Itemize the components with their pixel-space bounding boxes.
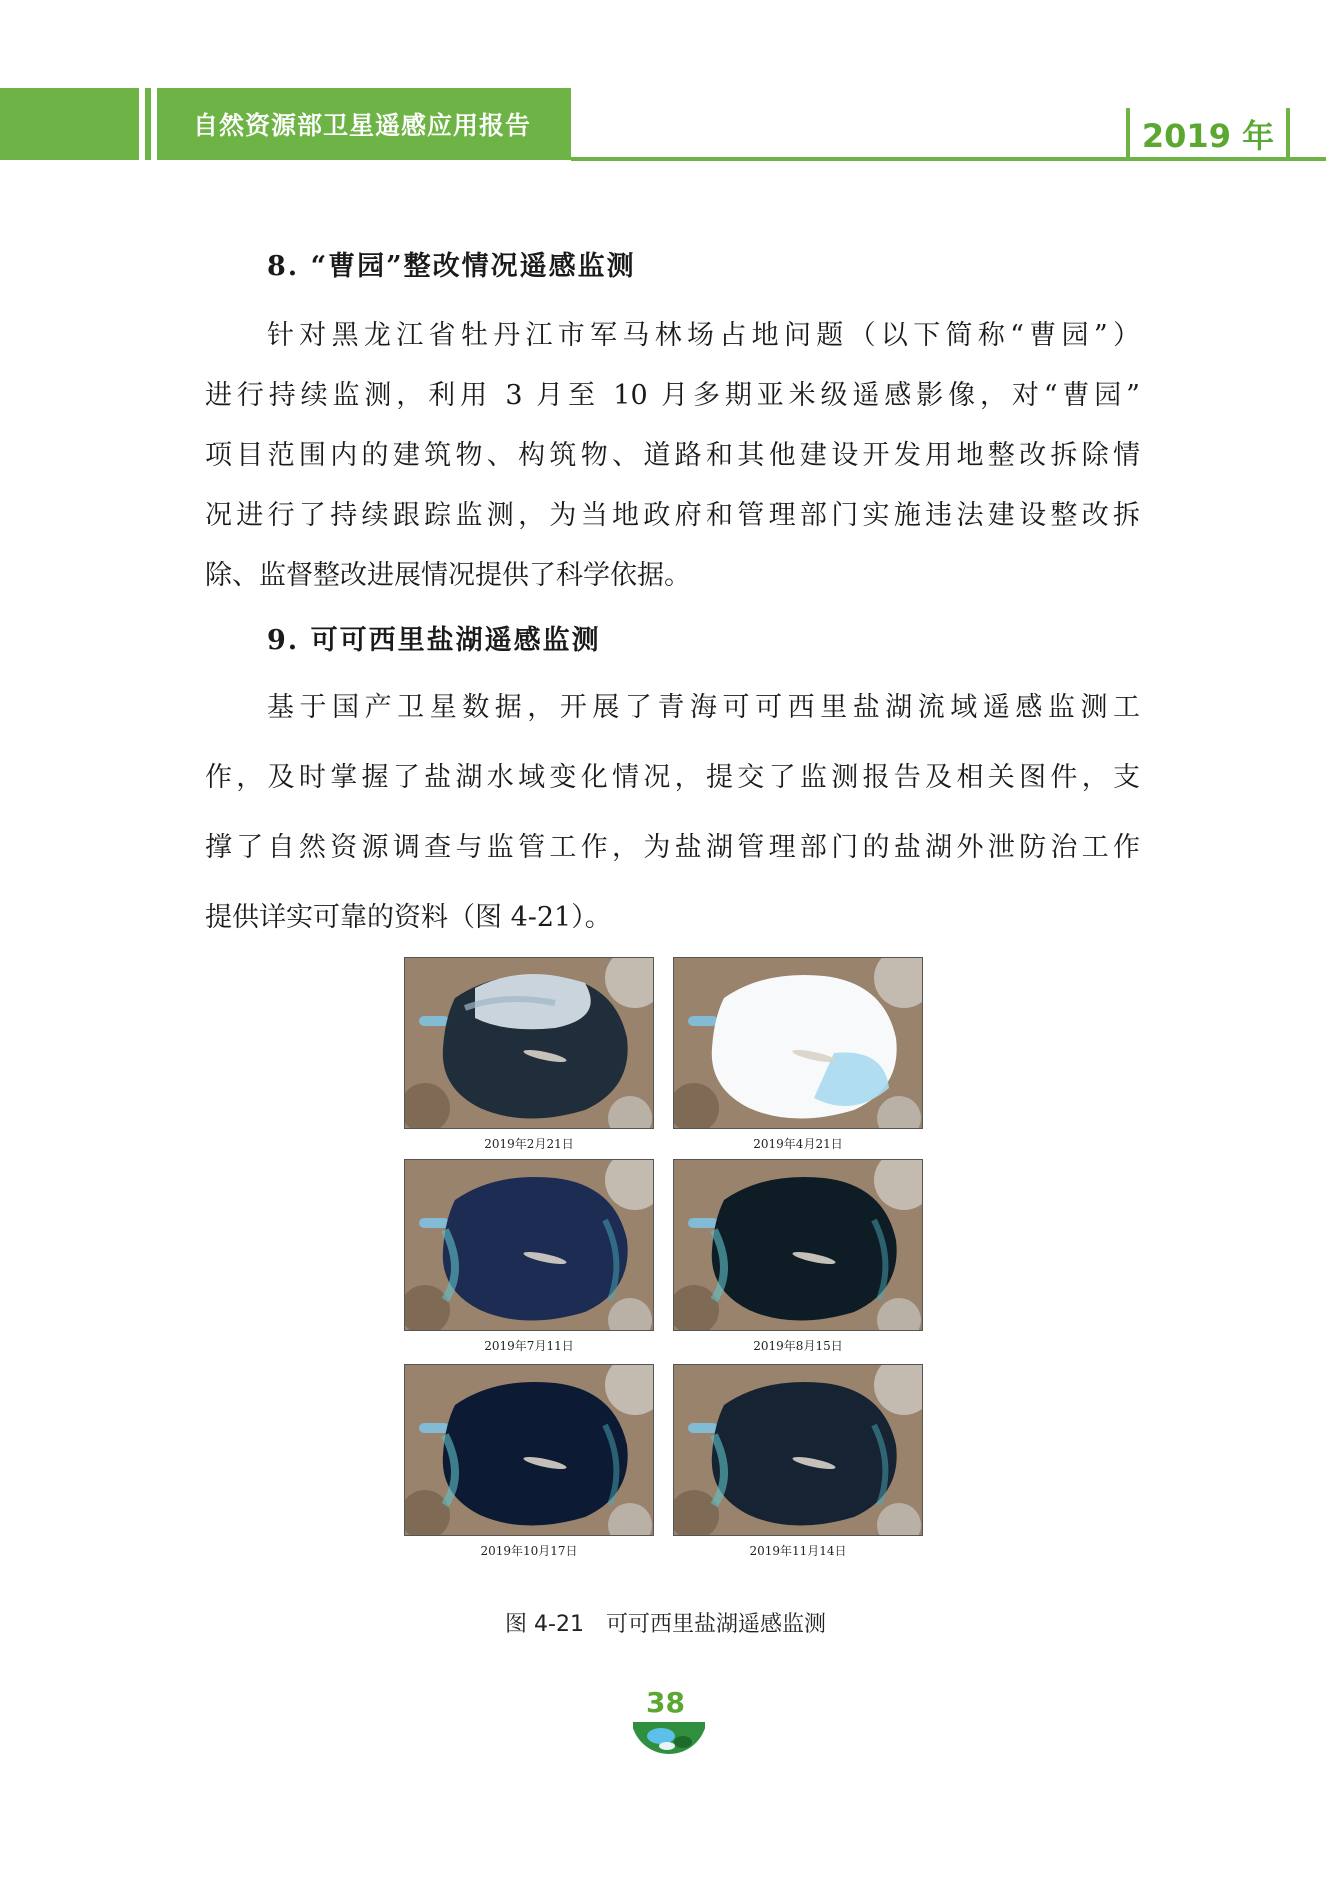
figure-caption-text: 可可西里盐湖遥感监测 [605,1612,826,1637]
earth-globe-icon [633,1722,705,1754]
paragraph-line: 况进行了持续跟踪监测，为当地政府和管理部门实施违法建设整改拆 [205,500,1140,531]
satellite-image [673,957,923,1129]
paragraph-line: 针对黑龙江省牡丹江市军马林场占地问题（以下简称“曹园”） [267,320,1140,351]
image-date-label: 2019年7月11日 [484,1339,574,1353]
image-date-label: 2019年4月21日 [753,1137,843,1151]
image-date-label: 2019年11月14日 [749,1544,847,1558]
image-date-label: 2019年2月21日 [484,1137,574,1151]
paragraph-line: 除、监督整改进展情况提供了科学依据。 [205,560,691,591]
paragraph-line: 撑了自然资源调查与监管工作，为盐湖管理部门的盐湖外泄防治工作 [205,832,1140,863]
header-green-block [0,88,139,160]
image-date-label: 2019年10月17日 [480,1544,578,1558]
figure-caption [0,1607,1331,1638]
paragraph-line: 进行持续监测，利用 3 月至 10 月多期亚米级遥感影像，对“曹园” [205,380,1140,411]
paragraph-line: 作，及时掌握了盐湖水域变化情况，提交了监测报告及相关图件，支 [205,762,1140,793]
paragraph-line: 提供详实可靠的资料（图 4-21）。 [205,902,612,933]
satellite-image [404,957,654,1129]
image-date-label: 2019年8月15日 [753,1339,843,1353]
satellite-image [673,1159,923,1331]
satellite-image [404,1364,654,1536]
header-rule [571,157,1326,161]
page-number: 38 [646,1686,685,1719]
report-title: 自然资源部卫星遥感应用报告 [193,111,532,140]
paragraph-line: 基于国产卫星数据，开展了青海可可西里盐湖流域遥感监测工 [267,692,1140,723]
satellite-image [673,1364,923,1536]
satellite-image [404,1159,654,1331]
report-year: 2019 年 [1141,117,1275,155]
paragraph-line: 项目范围内的建筑物、构筑物、道路和其他建设开发用地整改拆除情 [205,440,1140,471]
figure-caption-number: 图 4-21 [505,1612,584,1637]
section-heading-9: 9. 可可西里盐湖遥感监测 [267,625,601,656]
header-title-box [157,88,571,160]
section-heading-8: 8. “曹园”整改情况遥感监测 [267,251,636,282]
